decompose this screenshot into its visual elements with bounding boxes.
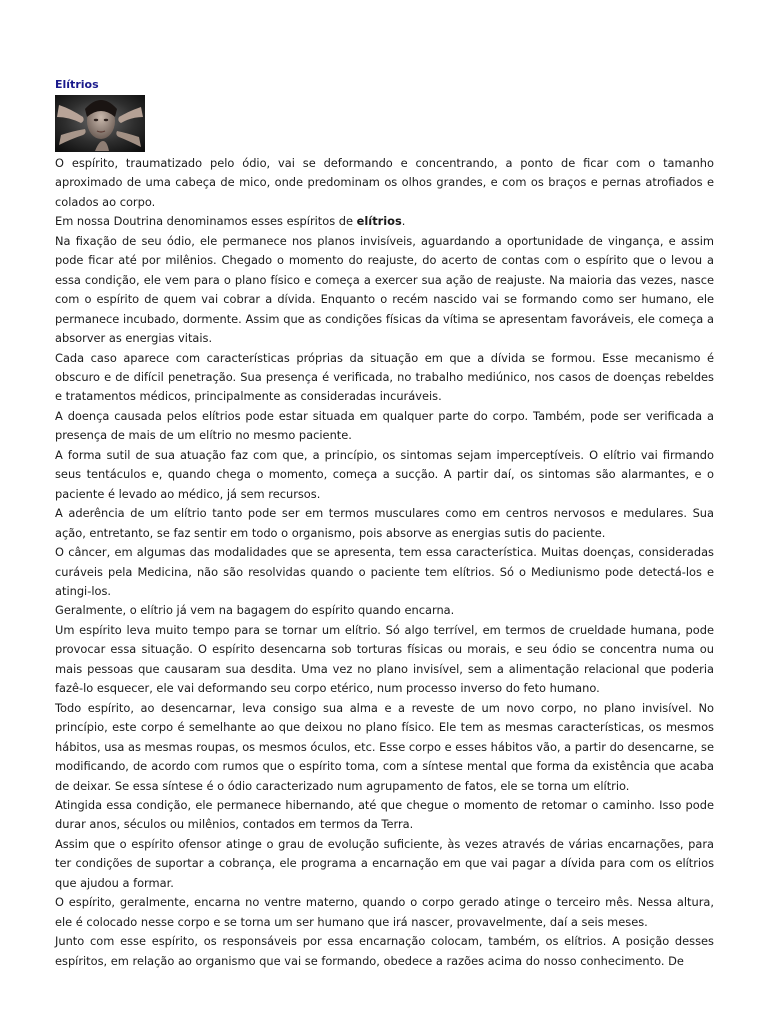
paragraph: A aderência de um elítrio tanto pode ser em termos musculares como em centros nervosos e medulares. Sua ação, entretanto, se faz sentir em todo o organismo, pois absorve as energias sutis do paciente. [55,506,714,540]
paragraph: A doença causada pelos elítrios pode estar situada em qualquer parte do corpo. Também, pode ser verificada a presença de mais de um elítrio no mesmo paciente. [55,408,714,443]
paragraph: Todo espírito, ao desencarnar, leva consigo sua alma e a reveste de um novo corpo, no plano invisível. No princípio, este corpo é semelhante ao que deixou no plano físico. Ele tem as mesmas características, os mesmos hábitos, usa as mesmas roupas, os mesmos óculos, etc. Esse corpo e esses hábitos vão, a partir do desencarne, se modificando, de acordo com rumos que o espírito toma, com a síntese mental que forma da existência que acaba de deixar. Se essa síntese é o ódio caracterizado num agrupamento de fatos, ele se torna um elítrio. [55,700,714,793]
article-illustration [55,95,145,152]
document-title: Elítrios [55,78,99,91]
paragraph: Na fixação de seu ódio, ele permanece nos planos invisíveis, aguardando a oportunidade de vingança, e assim pode ficar até por milênios. Chegado o momento do reajuste, do acerto de contas com o espírito que o levou a essa condição, ele vem para o plano físico e começa a exercer sua ação de reajuste. Na maioria das vezes, nasce com o espírito de quem vai cobrar a dívida. Enquanto o recém nascido vai se formando como ser humano, ele permanece incubado, dormente. Assim que as condições físicas da vítima se apresentam favoráveis, ele começa a absorver as energias vitais. [55,233,714,346]
paragraph: Junto com esse espírito, os responsáveis por essa encarnação colocam, também, os elítrios. A posição desses espíritos, em relação ao organismo que vai se formando, obedece a razões acima do nosso conhecimento. De [55,934,714,968]
paragraph-doctrine [55,212,714,231]
paragraph: Cada caso aparece com características próprias da situação em que a dívida se formou. Esse mecanismo é obscuro e de difícil penetração. Sua presença é verificada, no trabalho mediúnico, nos casos de doenças rebeldes e tratamentos médicos, principalmente as consideradas incuráveis. [55,350,714,404]
paragraph: O espírito, geralmente, encarna no ventre materno, quando o corpo gerado atinge o terceiro mês. Nessa altura, ele é colocado nesse corpo e se torna um ser humano que irá nascer, provavelmente, daí a seis meses. [55,895,714,929]
paragraph: Geralmente, o elítrio já vem na bagagem do espírito quando encarna. [55,603,455,618]
document-page [55,77,714,971]
paragraph: Um espírito leva muito tempo para se tornar um elítrio. Só algo terrível, em termos de crueldade humana, pode provocar essa situação. O espírito desencarna sob torturas físicas ou morais, e seu ódio se concentra numa ou mais pessoas que causaram sua desdita. Uma vez no plano invisível, sem a alimentação relacional que poderia fazê-lo esquecer, ele vai deformando seu corpo etérico, num processo inverso do feto humano. [55,622,714,696]
doctrine-suffix: . [401,214,406,229]
paragraph: Assim que o espírito ofensor atinge o grau de evolução suficiente, às vezes através de várias encarnações, para ter condições de suportar a cobrança, ele programa a encarnação em que vai pagar a dívida para com os elítrios que ajudou a formar. [55,836,714,890]
doctrine-prefix: Em nossa Doutrina denominamos esses espíritos de [55,214,357,229]
paragraph: A forma sutil de sua atuação faz com que, a princípio, os sintomas sejam imperceptíveis. O elítrio vai firmando seus tentáculos e, quando chega o momento, começa a sucção. A partir daí, os sintomas são alarmantes, e o paciente é levado ao médico, já sem recursos. [55,447,714,501]
paragraph: O espírito, traumatizado pelo ódio, vai se deformando e concentrando, a ponto de ficar com o tamanho aproximado de uma cabeça de mico, onde predominam os olhos grandes, e com os braços e pernas atrofiados e colados ao corpo. [55,156,714,209]
highlighted-term: elítrios [356,214,402,229]
article-body [55,154,714,971]
paragraph: O câncer, em algumas das modalidades que se apresenta, tem essa característica. Muitas doenças, consideradas curáveis pela Medicina, não são resolvidas quando o paciente tem elítrios. Só o Mediunismo pode detectá-los e atingi-los. [55,545,714,598]
paragraph: Atingida essa condição, ele permanece hibernando, até que chegue o momento de retomar o caminho. Isso pode durar anos, séculos ou milênios, contados em termos da Terra. [55,797,714,832]
